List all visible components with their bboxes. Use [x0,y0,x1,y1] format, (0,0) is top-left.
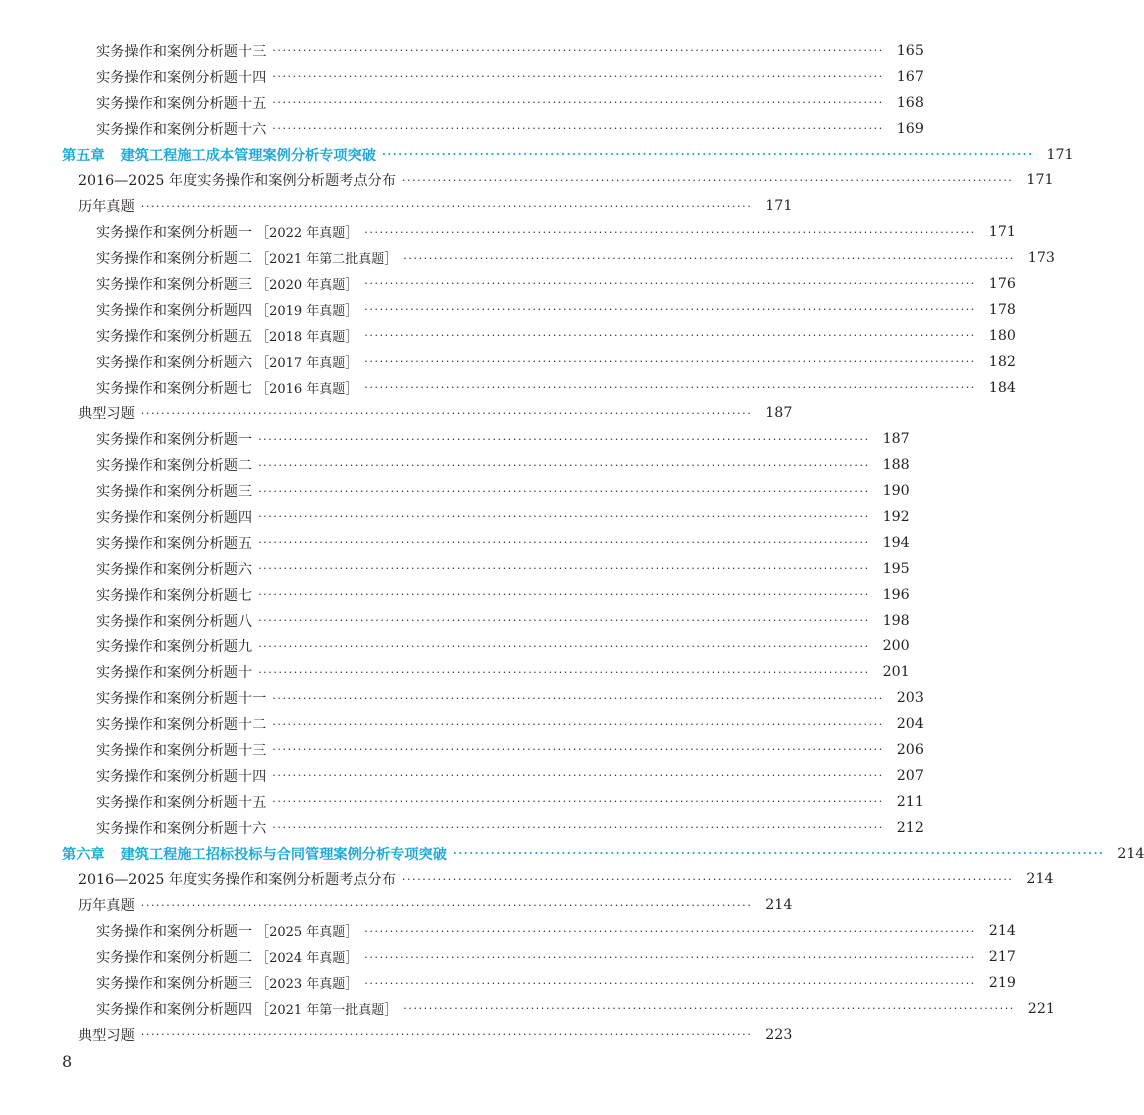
toc-entry-title [96,740,266,760]
toc-item-entry[interactable] [0,737,924,763]
entry-page-number: 203 [896,690,924,707]
toc-entry-title [96,585,252,605]
entry-title-text: 历年真题 [78,898,135,915]
entry-note: ［2017 年真题］ [256,355,359,371]
toc-entry-title [96,429,252,449]
entry-title-text: 2016—2025 年度实务操作和案例分析题考点分布 [78,173,396,190]
toc-item-entry[interactable] [0,90,924,116]
entry-note: ［2020 年真题］ [256,277,359,293]
entry-page-number: 187 [882,431,910,448]
dot-leader: ························································································································ [272,717,884,731]
entry-page-number: 200 [882,638,910,655]
toc-entry-title [62,844,447,864]
toc-item-entry[interactable] [0,452,910,478]
dot-leader: ························································································································ [258,484,870,498]
dot-leader: ························································································································ [364,381,976,395]
toc-entry-title [96,533,252,553]
toc-entry-title [96,248,397,268]
toc-entry-title [78,196,135,216]
entry-title-text: 2016—2025 年度实务操作和案例分析题考点分布 [78,872,396,889]
toc-entry-title [78,403,135,423]
entry-title-text: 实务操作和案例分析题一 [96,432,253,449]
toc-entry-title [96,41,266,61]
toc-entry-title [96,636,252,656]
entry-title-text: 实务操作和案例分析题六 [96,561,253,578]
entry-page-number: 182 [988,353,1016,370]
toc-chapter-entry[interactable] [0,142,1074,168]
entry-page-number: 173 [1027,250,1055,267]
dot-leader: ························································································································ [364,976,976,990]
toc-item-entry[interactable] [0,349,1016,375]
entry-page-number: 187 [765,405,793,422]
dot-leader: ························································································································ [364,303,976,317]
dot-leader: ························································································································ [258,510,870,524]
entry-page-number: 190 [882,483,910,500]
dot-leader: ························································································································ [452,847,1105,861]
entry-note: ［2021 年第一批真题］ [256,1002,398,1018]
dot-leader: ························································································································ [140,898,753,912]
toc-entry-title [96,67,266,87]
toc-item-entry[interactable] [0,996,1055,1022]
entry-page-number: 206 [896,741,924,758]
toc-entry-title [78,895,135,915]
dot-leader: ························································································································ [401,173,1014,187]
entry-title-text: 实务操作和案例分析题十二 [96,717,267,734]
toc-item-entry[interactable] [0,815,924,841]
entry-note: ［2022 年真题］ [256,226,359,242]
entry-title-text: 实务操作和案例分析题五 [96,328,253,345]
toc-item-entry[interactable] [0,64,924,90]
toc-entry-title [96,274,358,294]
dot-leader: ························································································································ [403,1002,1015,1016]
entry-page-number: 171 [1026,172,1054,189]
dot-leader: ························································································································ [258,458,870,472]
entry-title-text: 实务操作和案例分析题四 [96,1001,253,1018]
dot-leader: ························································································································ [272,96,884,110]
dot-leader: ························································································································ [258,614,870,628]
toc-entry-title [96,688,266,708]
toc-item-entry[interactable] [0,608,910,634]
entry-title-text: 实务操作和案例分析题二 [96,458,253,475]
dot-leader: ························································································································ [364,277,976,291]
entry-title-text: 建筑工程施工成本管理案例分析专项突破 [120,147,376,164]
dot-leader: ························································································································ [403,251,1015,265]
dot-leader: ························································································································ [272,122,884,136]
dot-leader: ························································································································ [258,639,870,653]
dot-leader: ························································································································ [258,562,870,576]
entry-title-text: 实务操作和案例分析题十五 [96,95,267,112]
chapter-number: 第六章 [62,846,105,863]
entry-title-text: 实务操作和案例分析题十四 [96,768,267,785]
dot-leader: ························································································································ [272,821,884,835]
table-of-contents [0,38,1144,1048]
dot-leader: ························································································································ [258,536,870,550]
dot-leader: ························································································································ [140,199,753,213]
entry-note: ［2024 年真题］ [256,951,359,967]
dot-leader: ························································································································ [140,1028,753,1042]
entry-page-number: 212 [896,819,924,836]
toc-item-entry[interactable] [0,711,924,737]
entry-title-text: 实务操作和案例分析题三 [96,484,253,501]
toc-section-entry[interactable] [0,867,1054,893]
entry-page-number: 198 [882,612,910,629]
toc-entry-title [96,93,266,113]
entry-title-text: 实务操作和案例分析题一 [96,924,253,941]
entry-title-text: 实务操作和案例分析题六 [96,354,253,371]
entry-title-text: 实务操作和案例分析题十一 [96,691,267,708]
toc-section-entry[interactable] [0,167,1054,193]
entry-page-number: 221 [1027,1000,1055,1017]
toc-section-entry[interactable] [0,193,793,219]
toc-section-entry[interactable] [0,1022,793,1048]
entry-title-text: 实务操作和案例分析题十六 [96,820,267,837]
entry-title-text: 实务操作和案例分析题五 [96,535,253,552]
toc-item-entry[interactable] [0,944,1016,970]
toc-entry-title [96,921,358,941]
toc-item-entry[interactable] [0,323,1016,349]
entry-page-number: 178 [988,301,1016,318]
toc-item-entry[interactable] [0,582,910,608]
entry-title-text: 实务操作和案例分析题十四 [96,69,267,86]
toc-item-entry[interactable] [0,478,910,504]
dot-leader: ························································································································ [258,665,870,679]
toc-item-entry[interactable] [0,918,1016,944]
entry-page-number: 184 [988,379,1016,396]
toc-item-entry[interactable] [0,789,924,815]
entry-title-text: 典型习题 [78,406,135,423]
entry-page-number: 171 [988,224,1016,241]
entry-page-number: 207 [896,767,924,784]
entry-note: ［2018 年真题］ [256,329,359,345]
entry-title-text: 实务操作和案例分析题四 [96,302,253,319]
toc-section-entry[interactable] [0,400,793,426]
dot-leader: ························································································································ [401,872,1014,886]
entry-page-number: 188 [882,457,910,474]
entry-title-text: 实务操作和案例分析题七 [96,587,253,604]
entry-page-number: 201 [882,664,910,681]
dot-leader: ························································································································ [381,148,1034,161]
dot-leader: ························································································································ [140,406,753,420]
entry-page-number: 214 [765,897,793,914]
entry-title-text: 实务操作和案例分析题九 [96,639,253,656]
entry-title-text: 实务操作和案例分析题八 [96,613,253,630]
toc-item-entry[interactable] [0,763,924,789]
entry-title-text: 实务操作和案例分析题十五 [96,794,267,811]
toc-item-entry[interactable] [0,530,910,556]
toc-entry-title [78,1025,135,1045]
toc-entry-title [96,973,358,993]
toc-entry-title [96,999,397,1019]
toc-entry-title [62,145,376,165]
entry-page-number: 192 [882,508,910,525]
entry-page-number: 219 [988,975,1016,991]
toc-entry-title [96,326,358,346]
entry-page-number: 194 [882,534,910,551]
toc-entry-title [96,559,252,579]
toc-entry-title [78,170,396,190]
toc-entry-title [96,947,358,967]
entry-title-text: 建筑工程施工招标投标与合同管理案例分析专项突破 [120,846,447,863]
entry-title-text: 实务操作和案例分析题十 [96,665,253,682]
entry-page-number: 168 [896,94,924,111]
dot-leader: ························································································································ [258,588,870,602]
dot-leader: ························································································································ [272,769,884,783]
toc-item-entry[interactable] [0,504,910,530]
entry-title-text: 实务操作和案例分析题十六 [96,121,267,138]
entry-title-text: 实务操作和案例分析题四 [96,509,253,526]
toc-section-entry[interactable] [0,892,793,918]
entry-note: ［2019 年真题］ [256,303,359,319]
dot-leader: ························································································································ [272,44,884,58]
toc-item-entry[interactable] [0,245,1055,271]
entry-page-number: 176 [988,275,1016,292]
entry-title-text: 实务操作和案例分析题十三 [96,742,267,759]
toc-item-entry[interactable] [0,659,910,685]
entry-title-text: 历年真题 [78,199,135,216]
entry-page-number: 217 [988,949,1016,966]
entry-page-number: 169 [896,120,924,137]
dot-leader: ························································································································ [364,329,976,343]
entry-note: ［2016 年真题］ [256,381,359,397]
dot-leader: ························································································································ [258,432,870,446]
toc-entry-title [96,766,266,786]
toc-entry-title [96,481,252,501]
entry-page-number: 171 [765,198,793,215]
entry-page-number: 214 [1026,871,1054,888]
toc-item-entry[interactable] [0,116,924,142]
chapter-number: 第五章 [62,147,105,164]
entry-page-number: 167 [896,68,924,85]
entry-title-text: 实务操作和案例分析题一 [96,225,253,242]
entry-note: ［2021 年第二批真题］ [256,252,398,268]
entry-page-number: 211 [896,793,924,810]
toc-entry-title [96,300,358,320]
entry-page-number: 204 [896,716,924,733]
dot-leader: ························································································································ [364,924,976,938]
entry-page-number: 214 [988,923,1016,940]
entry-page-number: 165 [896,42,924,59]
entry-page-number: 196 [882,586,910,603]
entry-page-number: 180 [988,327,1016,344]
toc-entry-title [96,714,266,734]
toc-entry-title [78,869,396,889]
page-number: 8 [62,1052,73,1071]
toc-entry-title [96,662,252,682]
toc-entry-title [96,222,358,242]
toc-entry-title [96,818,266,838]
toc-entry-title [96,352,358,372]
toc-item-entry[interactable] [0,271,1016,297]
entry-page-number: 171 [1046,146,1074,163]
toc-chapter-entry[interactable] [0,841,1144,867]
entry-note: ［2023 年真题］ [256,977,359,992]
entry-title-text: 实务操作和案例分析题三 [96,276,253,293]
dot-leader: ························································································································ [272,70,884,84]
entry-page-number: 195 [882,560,910,577]
toc-item-entry[interactable] [0,375,1016,401]
toc-item-entry[interactable] [0,426,910,452]
toc-item-entry[interactable] [0,297,1016,323]
dot-leader: ························································································································ [272,743,884,757]
toc-item-entry[interactable] [0,38,924,64]
toc-item-entry[interactable] [0,219,1016,245]
dot-leader: ························································································································ [272,691,884,705]
toc-entry-title [96,378,358,398]
entry-title-text: 实务操作和案例分析题三 [96,976,253,992]
entry-title-text: 实务操作和案例分析题十三 [96,43,267,60]
toc-entry-title [96,119,266,139]
toc-entry-title [96,507,252,527]
entry-title-text: 实务操作和案例分析题二 [96,950,253,967]
toc-item-entry[interactable] [0,633,910,659]
toc-item-entry[interactable] [0,970,1016,996]
toc-entry-title [96,611,252,631]
toc-entry-title [96,792,266,812]
dot-leader: ························································································································ [364,225,976,239]
toc-item-entry[interactable] [0,556,910,582]
entry-title-text: 实务操作和案例分析题二 [96,251,253,268]
toc-entry-title [96,455,252,475]
dot-leader: ························································································································ [364,950,976,964]
entry-title-text: 典型习题 [78,1027,135,1044]
entry-note: ［2025 年真题］ [256,925,359,941]
entry-title-text: 实务操作和案例分析题七 [96,380,253,397]
entry-page-number: 223 [765,1026,793,1043]
dot-leader: ························································································································ [364,355,976,369]
dot-leader: ························································································································ [272,795,884,809]
entry-page-number: 214 [1117,845,1144,862]
toc-item-entry[interactable] [0,685,924,711]
